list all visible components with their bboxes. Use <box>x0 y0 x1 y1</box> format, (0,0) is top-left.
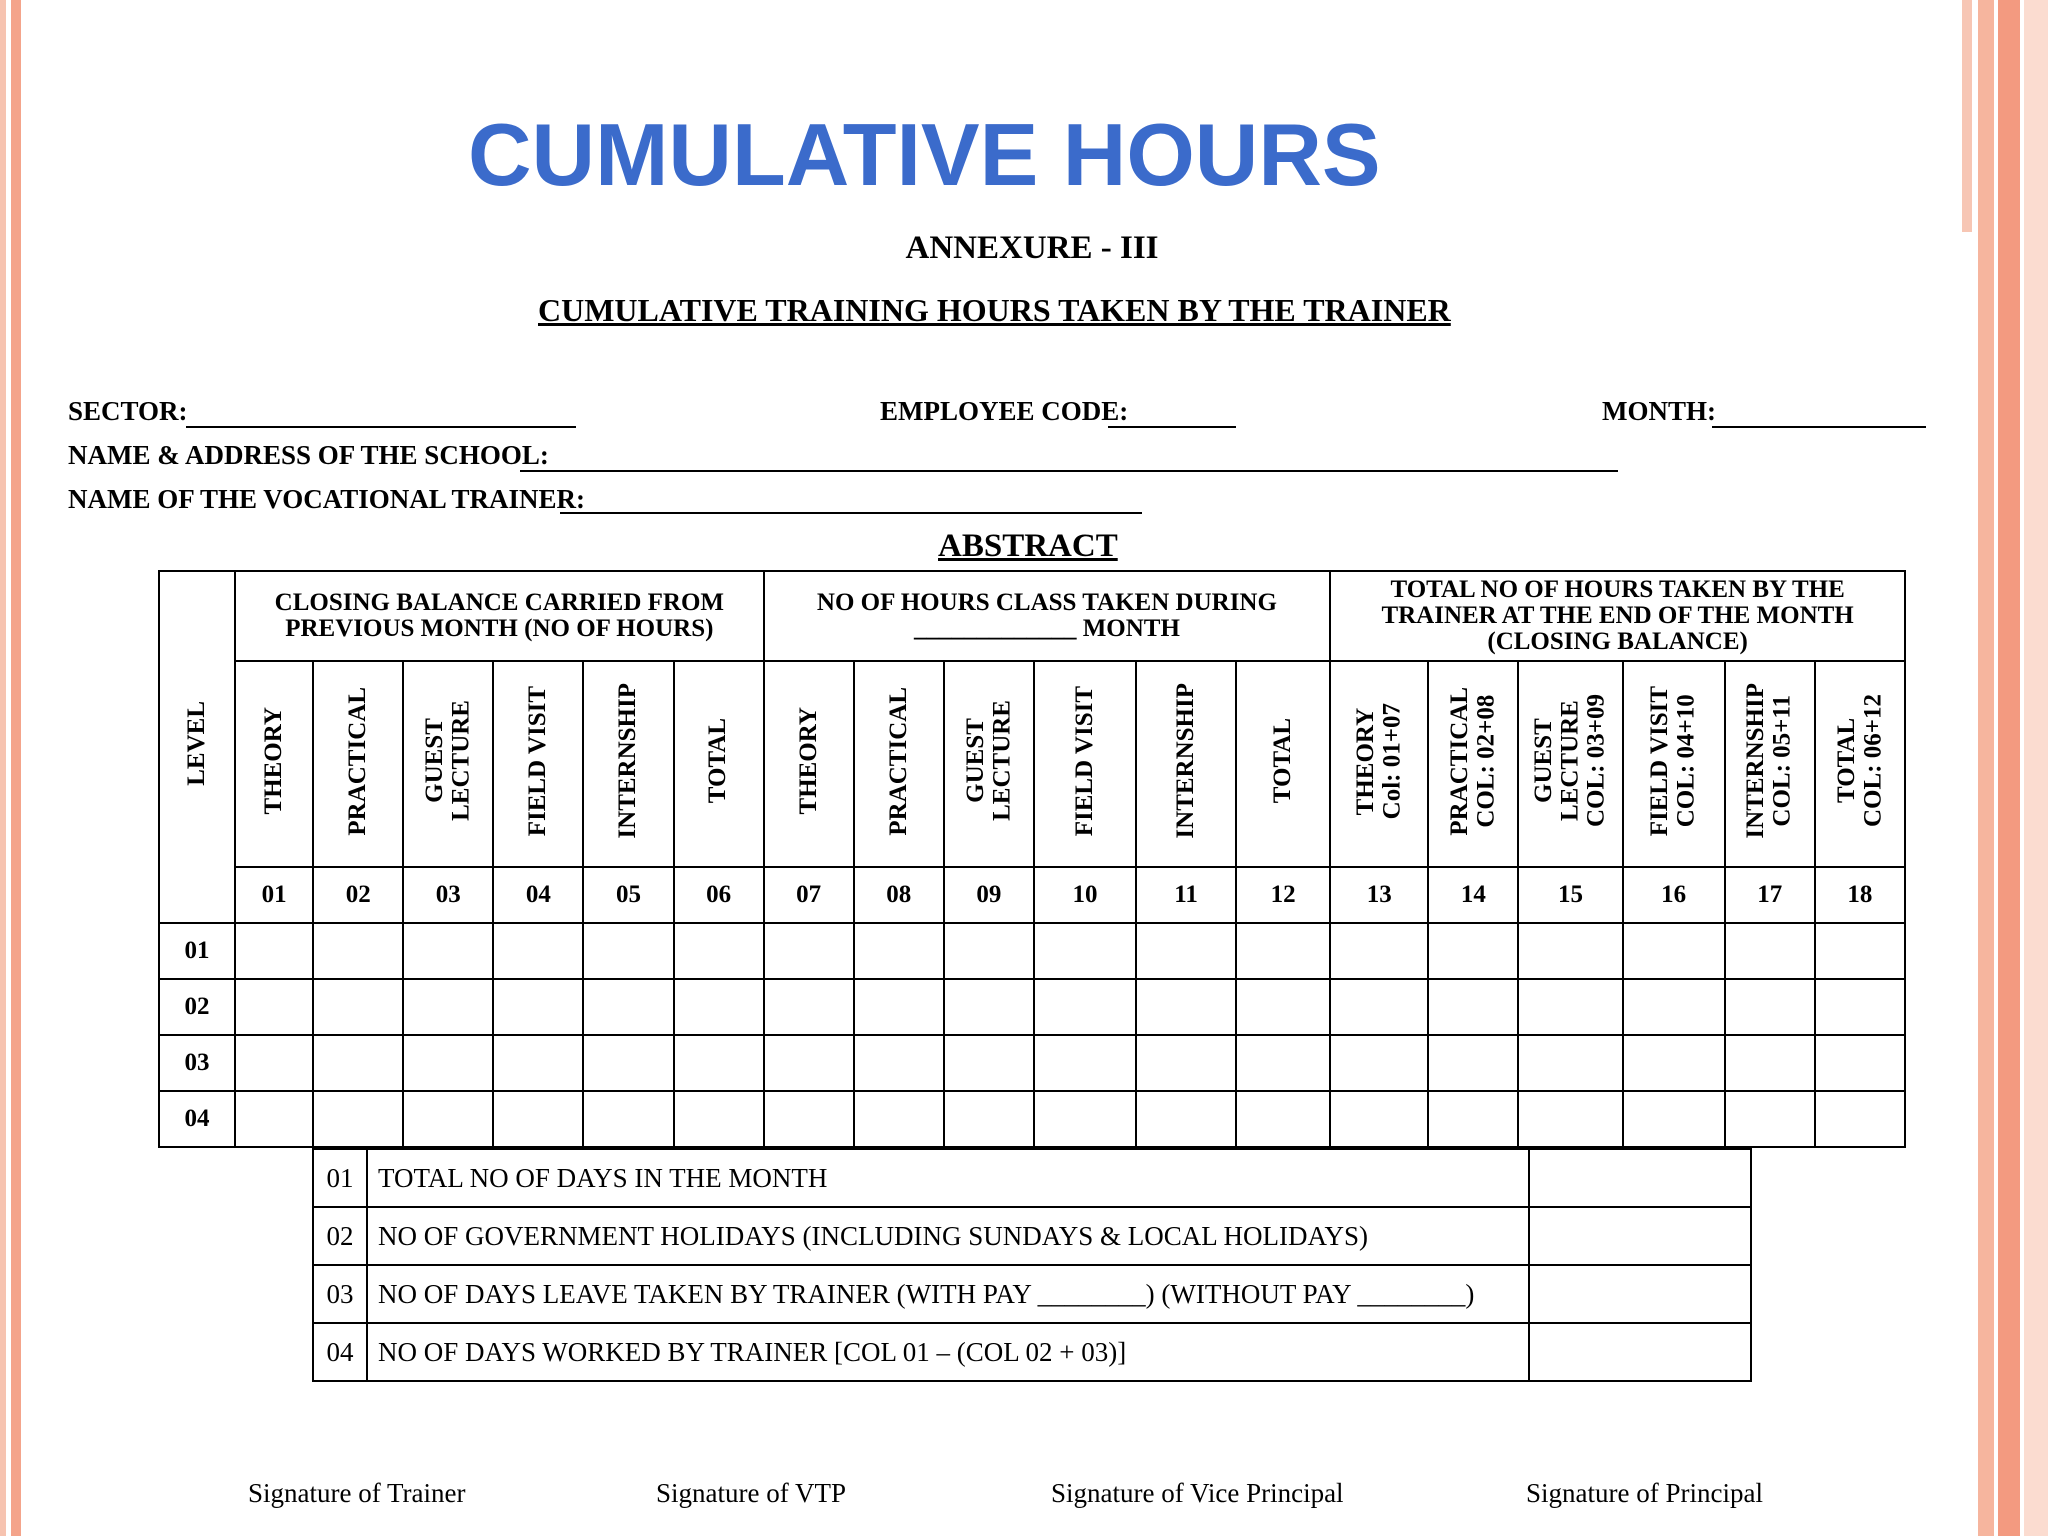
column-header: FIELD VISIT <box>1034 661 1136 867</box>
row-number: 03 <box>313 1265 367 1323</box>
hours-cell[interactable] <box>1815 1091 1905 1147</box>
level-cell: 01 <box>159 923 235 979</box>
column-header: FIELD VISIT COL: 04+10 <box>1623 661 1725 867</box>
table-row <box>159 1091 1905 1147</box>
trainer-label: NAME OF THE VOCATIONAL TRAINER: <box>68 484 586 514</box>
column-number: 08 <box>854 867 944 923</box>
hours-cell[interactable] <box>944 1035 1034 1091</box>
hours-cell[interactable] <box>764 979 854 1035</box>
column-number: 03 <box>403 867 493 923</box>
column-number: 07 <box>764 867 854 923</box>
hours-cell[interactable] <box>313 923 403 979</box>
hours-cell[interactable] <box>403 1091 493 1147</box>
row-number: 02 <box>313 1207 367 1265</box>
group-header: CLOSING BALANCE CARRIED FROM PREVIOUS MONTH (NO OF HOURS) <box>235 571 764 661</box>
column-header: TOTAL <box>1236 661 1330 867</box>
row-number: 01 <box>313 1149 367 1207</box>
hours-cell[interactable] <box>583 979 673 1035</box>
hours-cell[interactable] <box>1236 923 1330 979</box>
hours-cell[interactable] <box>854 1091 944 1147</box>
sector-label: SECTOR: <box>68 396 188 426</box>
column-header: THEORY <box>235 661 313 867</box>
hours-cell[interactable] <box>493 1091 583 1147</box>
hours-cell[interactable] <box>313 979 403 1035</box>
column-number: 06 <box>674 867 764 923</box>
hours-cell[interactable] <box>1330 1091 1428 1147</box>
signature-trainer: Signature of Trainer <box>248 1478 466 1508</box>
hours-cell[interactable] <box>1725 979 1815 1035</box>
hours-cell[interactable] <box>1428 923 1518 979</box>
group-header: NO OF HOURS CLASS TAKEN DURING _____________ MONTH <box>764 571 1331 661</box>
hours-cell[interactable] <box>1623 923 1725 979</box>
table-row <box>313 1265 1751 1323</box>
row-label: NO OF DAYS WORKED BY TRAINER [COL 01 – (COL 02 + 03)] <box>367 1323 1529 1381</box>
column-number: 15 <box>1518 867 1622 923</box>
hours-cell[interactable] <box>944 1091 1034 1147</box>
hours-cell[interactable] <box>235 1091 313 1147</box>
column-number: 09 <box>944 867 1034 923</box>
level-cell: 04 <box>159 1091 235 1147</box>
hours-cell[interactable] <box>854 1035 944 1091</box>
hours-cell[interactable] <box>1236 1035 1330 1091</box>
hours-cell[interactable] <box>944 923 1034 979</box>
employee-code-label: EMPLOYEE CODE: <box>880 396 1129 426</box>
group-header: TOTAL NO OF HOURS TAKEN BY THE TRAINER AT THE END OF THE MONTH (CLOSING BALANCE) <box>1330 571 1905 661</box>
value-cell[interactable] <box>1529 1207 1751 1265</box>
hours-cell[interactable] <box>1428 1035 1518 1091</box>
hours-cell[interactable] <box>1725 1091 1815 1147</box>
form-title: CUMULATIVE TRAINING HOURS TAKEN BY THE TRAINER <box>538 292 1451 328</box>
hours-cell[interactable] <box>1725 923 1815 979</box>
column-number: 13 <box>1330 867 1428 923</box>
hours-cell[interactable] <box>1136 1035 1236 1091</box>
hours-cell[interactable] <box>1815 923 1905 979</box>
level-header: LEVEL <box>159 571 235 923</box>
level-cell: 02 <box>159 979 235 1035</box>
hours-cell[interactable] <box>403 1035 493 1091</box>
signature-vice-principal: Signature of Vice Principal <box>1051 1478 1344 1508</box>
hours-cell[interactable] <box>493 1035 583 1091</box>
hours-cell[interactable] <box>1518 1091 1622 1147</box>
annexure-heading: ANNEXURE - III <box>905 230 1159 266</box>
hours-cell[interactable] <box>1034 979 1136 1035</box>
column-number: 05 <box>583 867 673 923</box>
hours-cell[interactable] <box>1330 923 1428 979</box>
sector-field[interactable] <box>186 426 576 428</box>
column-number: 17 <box>1725 867 1815 923</box>
row-label: NO OF DAYS LEAVE TAKEN BY TRAINER (WITH PAY ________) (WITHOUT PAY ________) <box>367 1265 1529 1323</box>
school-label: NAME & ADDRESS OF THE SCHOOL: <box>68 440 549 470</box>
hours-cell[interactable] <box>1623 979 1725 1035</box>
column-number: 11 <box>1136 867 1236 923</box>
table-row <box>313 1323 1751 1381</box>
table-row <box>313 1207 1751 1265</box>
row-label: NO OF GOVERNMENT HOLIDAYS (INCLUDING SUNDAYS & LOCAL HOLIDAYS) <box>367 1207 1529 1265</box>
hours-cell[interactable] <box>764 1091 854 1147</box>
right-border-stripe <box>1962 0 1972 232</box>
hours-cell[interactable] <box>583 923 673 979</box>
hours-cell[interactable] <box>1518 923 1622 979</box>
column-header: GUEST LECTURE <box>403 661 493 867</box>
column-header: FIELD VISIT <box>493 661 583 867</box>
column-header: INTERNSHIP COL: 05+11 <box>1725 661 1815 867</box>
hours-cell[interactable] <box>1623 1091 1725 1147</box>
hours-cell[interactable] <box>854 979 944 1035</box>
column-header: PRACTICAL <box>313 661 403 867</box>
hours-cell[interactable] <box>1034 1091 1136 1147</box>
column-number: 14 <box>1428 867 1518 923</box>
hours-cell[interactable] <box>403 923 493 979</box>
hours-cell[interactable] <box>1034 923 1136 979</box>
hours-cell[interactable] <box>1623 1035 1725 1091</box>
hours-cell[interactable] <box>403 979 493 1035</box>
table-row <box>159 923 1905 979</box>
column-header: TOTAL COL: 06+12 <box>1815 661 1905 867</box>
hours-table <box>158 570 1906 1148</box>
days-table <box>312 1148 1752 1382</box>
school-field[interactable] <box>520 470 1618 472</box>
column-header: INTERNSHIP <box>583 661 673 867</box>
hours-cell[interactable] <box>1236 979 1330 1035</box>
hours-cell[interactable] <box>944 979 1034 1035</box>
row-number: 04 <box>313 1323 367 1381</box>
hours-cell[interactable] <box>1330 979 1428 1035</box>
table-row <box>159 1035 1905 1091</box>
table-row <box>313 1149 1751 1207</box>
hours-cell[interactable] <box>1034 1035 1136 1091</box>
column-number: 10 <box>1034 867 1136 923</box>
hours-cell[interactable] <box>1815 979 1905 1035</box>
slide-title: CUMULATIVE HOURS <box>468 105 1381 204</box>
column-number: 18 <box>1815 867 1905 923</box>
column-number: 12 <box>1236 867 1330 923</box>
month-label: MONTH: <box>1602 396 1716 426</box>
hours-cell[interactable] <box>854 923 944 979</box>
value-cell[interactable] <box>1529 1323 1751 1381</box>
hours-cell[interactable] <box>583 1091 673 1147</box>
hours-cell[interactable] <box>674 1091 764 1147</box>
column-header: TOTAL <box>674 661 764 867</box>
abstract-heading: ABSTRACT <box>938 528 1118 564</box>
hours-cell[interactable] <box>1330 1035 1428 1091</box>
hours-cell[interactable] <box>674 1035 764 1091</box>
hours-cell[interactable] <box>235 979 313 1035</box>
hours-cell[interactable] <box>1815 1035 1905 1091</box>
column-header: THEORY <box>764 661 854 867</box>
hours-cell[interactable] <box>674 979 764 1035</box>
level-cell: 03 <box>159 1035 235 1091</box>
column-header: THEORY Col: 01+07 <box>1330 661 1428 867</box>
row-label: TOTAL NO OF DAYS IN THE MONTH <box>367 1149 1529 1207</box>
hours-cell[interactable] <box>1518 1035 1622 1091</box>
column-header: GUEST LECTURE <box>944 661 1034 867</box>
hours-cell[interactable] <box>764 923 854 979</box>
hours-cell[interactable] <box>1136 923 1236 979</box>
signature-vtp: Signature of VTP <box>656 1478 846 1508</box>
hours-cell[interactable] <box>1428 979 1518 1035</box>
column-number: 16 <box>1623 867 1725 923</box>
hours-cell[interactable] <box>1136 1091 1236 1147</box>
hours-cell[interactable] <box>235 923 313 979</box>
hours-cell[interactable] <box>1725 1035 1815 1091</box>
hours-cell[interactable] <box>313 1091 403 1147</box>
value-cell[interactable] <box>1529 1265 1751 1323</box>
hours-cell[interactable] <box>674 923 764 979</box>
month-field[interactable] <box>1712 426 1926 428</box>
hours-cell[interactable] <box>1136 979 1236 1035</box>
hours-cell[interactable] <box>1236 1091 1330 1147</box>
column-number: 04 <box>493 867 583 923</box>
table-row <box>159 979 1905 1035</box>
hours-cell[interactable] <box>764 1035 854 1091</box>
level-rows <box>159 923 1905 1147</box>
signature-principal: Signature of Principal <box>1526 1478 1763 1508</box>
column-number: 01 <box>235 867 313 923</box>
column-header: INTERNSHIP <box>1136 661 1236 867</box>
hours-cell[interactable] <box>313 1035 403 1091</box>
hours-cell[interactable] <box>493 979 583 1035</box>
column-header: PRACTICAL COL: 02+08 <box>1428 661 1518 867</box>
column-number: 02 <box>313 867 403 923</box>
trainer-field[interactable] <box>560 512 1142 514</box>
column-header: PRACTICAL <box>854 661 944 867</box>
value-cell[interactable] <box>1529 1149 1751 1207</box>
hours-cell[interactable] <box>493 923 583 979</box>
hours-cell[interactable] <box>1428 1091 1518 1147</box>
hours-cell[interactable] <box>583 1035 673 1091</box>
column-header: GUEST LECTURE COL: 03+09 <box>1518 661 1622 867</box>
hours-cell[interactable] <box>235 1035 313 1091</box>
hours-cell[interactable] <box>1518 979 1622 1035</box>
employee-code-field[interactable] <box>1108 426 1236 428</box>
